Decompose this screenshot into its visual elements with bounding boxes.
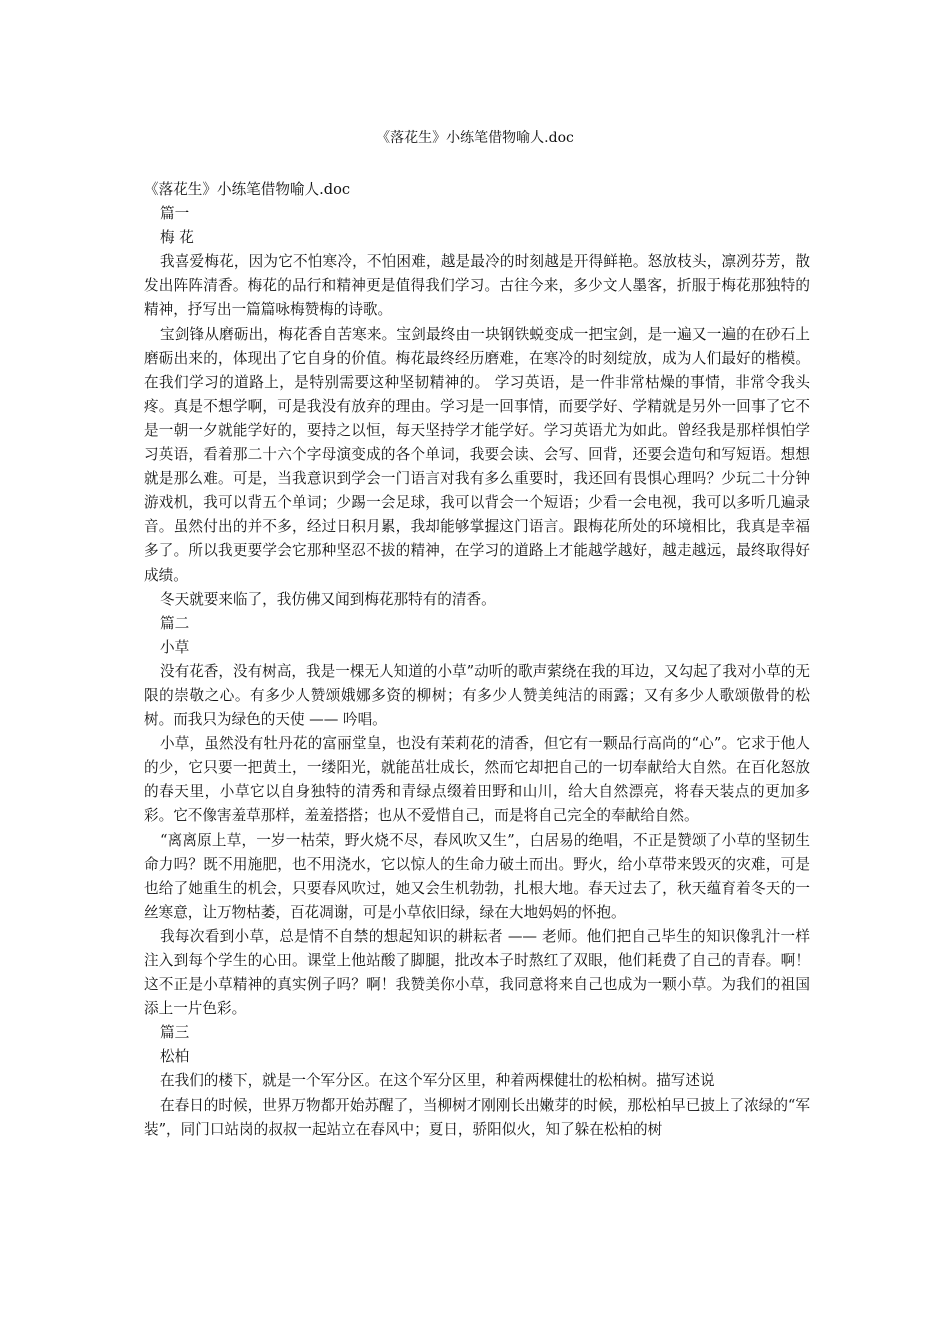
page-title: 《落花生》小练笔借物喻人.doc — [376, 130, 574, 146]
paragraph: 冬天就要来临了，我仿佛又闻到梅花那特有的清香。 — [160, 590, 496, 608]
section-label: 篇一 — [160, 205, 190, 223]
paragraph: 小草，虽然没有牡丹花的富丽堂皇，也没有茉莉花的清香，但它有一颗品行高尚的“心”。它求于他人的少，它只要一把黄土，一缕阳光，就能茁壮成长，然而它却把自己的一切奉献给大自然。在百化怒放的春天里，小草它以自身独特的清秀和青绿点缀着田野和山川，给大自然漂亮，将春天装点的更加多彩。它不像害羞草那样，羞羞搭搭；也从不爱惜自己，而是将自己完全的奉献给自然。 — [144, 735, 810, 825]
paragraph: 我每次看到小草，总是情不自禁的想起知识的耕耘者 —— 老师。他们把自己毕生的知识像乳汁一样注入到每个学生的心田。课堂上他站酸了脚腿，批改本子时熬红了双眼，他们耗费了自己的青春。啊！这不正是小草精神的真实例子吗？啊！我赞美你小草，我同意将来自己也成为一颗小草。为我们的祖国添上一片色彩。 — [144, 927, 810, 1018]
section-subtitle: 梅 花 — [160, 229, 194, 247]
section-label: 篇三 — [160, 1024, 190, 1042]
section-label: 篇二 — [160, 614, 190, 632]
section-subtitle: 小草 — [160, 638, 190, 656]
paragraph: “离离原上草，一岁一枯荣，野火烧不尽，春风吹又生”，白居易的绝唱，不正是赞颂了小草的坚韧生命力吗？既不用施肥，也不用浇水，它以惊人的生命力破土而出。野火，给小草带来毁灭的灾难，可是也给了她重生的机会，只要春风吹过，她又会生机勃勃，扎根大地。春天过去了，秋天蕴育着冬天的一丝寒意，让万物枯萎，百花凋谢，可是小草依旧绿，绿在大地妈妈的怀抱。 — [144, 831, 810, 921]
paragraph: 宝剑锋从磨砺出，梅花香自苦寒来。宝剑最终由一块钢铁蜕变成一把宝剑，是一遍又一遍的在砂石上磨砺出来的，体现出了它自身的价值。梅花最终经历磨难，在寒冷的时刻绽放，成为人们最好的楷模。在我们学习的道路上，是特别需要这种坚韧精神的。 学习英语，是一件非常枯燥的事情，非常令我头疼。真是不想学啊，可是我没有放弃的理由。学习是一回事情，而要学好、学精就是另外一回事了它不是一朝一夕就能学好的，要持之以恒，每天坚持学才能学好。学习英语尤为如此。曾经我是那样惧怕学习英语，看着那二十六个字母演变成的各个单词，我要会读、会写、回背，还要会造句和写短语。想想就是那么难。可是，当我意识到学会一门语言对我有多么重要时，我还回有畏惧心理吗？少玩二十分钟游戏机，我可以背五个单词；少踢一会足球，我可以背会一个短语；少看一会电视，我可以多听几遍录音。虽然付出的并不多，经过日积月累，我却能够掌握这门语言。跟梅花所处的环境相比，我真是幸福多了。所以我更要学会它那种坚忍不拔的精神，在学习的道路上才能越学越好，越走越远，最终取得好成绩。 — [144, 325, 810, 584]
paragraph: 没有花香，没有树高，我是一棵无人知道的小草”动听的歌声萦绕在我的耳边，又勾起了我对小草的无限的崇敬之心。有多少人赞颂娥娜多资的柳树；有多少人赞美纯洁的雨露；又有多少人歌颂傲骨的松树。而我只为绿色的天使 —— 吟唱。 — [144, 662, 810, 729]
paragraph: 我喜爱梅花，因为它不怕寒冷，不怕困难，越是最冷的时刻越是开得鲜艳。怒放枝头，凛冽芬芳，散发出阵阵清香。梅花的品行和精神更是值得我们学习。古往今来，多少文人墨客，折服于梅花那独特的精神，抒写出一篇篇咏梅赞梅的诗歌。 — [144, 253, 810, 319]
document-body — [144, 178, 810, 1142]
paragraph: 在春日的时候，世界万物都开始苏醒了，当柳树才刚刚长出嫩芽的时候，那松柏早已披上了浓绿的“军装”，同门口站岗的叔叔一起站立在春风中；夏日，骄阳似火，知了躲在松柏的树 — [144, 1096, 810, 1138]
document-header-line: 《落花生》小练笔借物喻人.doc — [144, 181, 351, 198]
section-subtitle: 松柏 — [160, 1048, 190, 1066]
paragraph: 在我们的楼下，就是一个军分区。在这个军分区里，种着两棵健壮的松柏树。描写述说 — [160, 1072, 715, 1090]
